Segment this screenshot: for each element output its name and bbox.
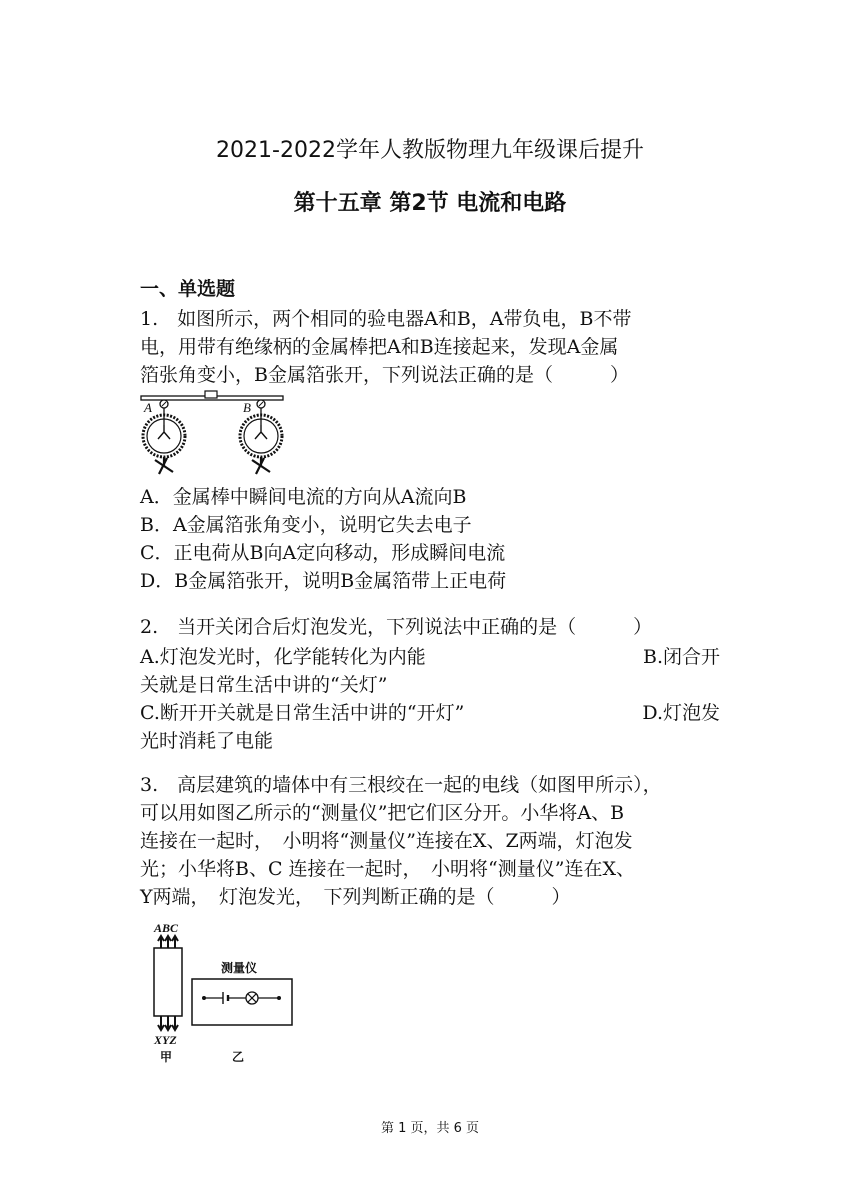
- q2-option-d-start: D.灯泡发: [642, 702, 720, 724]
- q2-option-b-end: 关就是日常生活中讲的“关灯”: [140, 674, 388, 696]
- label-b: B: [243, 400, 251, 415]
- wire-meter-figure: [148, 918, 300, 1070]
- q1-option-b: B．A金属箔张角变小，说明它失去电子: [140, 514, 472, 536]
- q1-option-d: D．B金属箔张开，说明B金属箔带上正电荷: [140, 570, 507, 592]
- meter-label: 测量仪: [221, 961, 258, 975]
- electroscope-figure: [137, 390, 287, 480]
- q2-option-d-end: 光时消耗了电能: [140, 730, 274, 752]
- q3-stem-line-4: 光；小华将B、C 连接在一起时， 小明将“测量仪”连在X、: [140, 858, 635, 880]
- caption-jia: 甲: [160, 1050, 173, 1064]
- q1-stem-line-2: 电，用带有绝缘柄的金属棒把A和B连接起来，发现A金属: [140, 336, 619, 358]
- caption-yi: 乙: [232, 1050, 245, 1064]
- q2-option-a: A.灯泡发光时，化学能转化为内能: [140, 646, 426, 668]
- q1-stem-line-1: 1. 如图所示，两个相同的验电器A和B，A带负电，B不带: [140, 308, 632, 330]
- chapter-subtitle: 第十五章 第2节 电流和电路: [293, 191, 567, 216]
- q3-stem-line-2: 可以用如图乙所示的“测量仪”把它们区分开。小华将A、B: [140, 802, 625, 824]
- q1-stem-line-3: 箔张角变小，B金属箔张开，下列说法正确的是（ ）: [140, 364, 629, 386]
- label-xyz: XYZ: [154, 1033, 177, 1047]
- label-a: A: [144, 400, 152, 415]
- q2-option-b-start: B.闭合开: [642, 646, 720, 668]
- label-abc: ABC: [154, 921, 179, 935]
- section-heading: 一、单选题: [140, 278, 236, 300]
- page-footer: 第 1 页，共 6 页: [380, 1121, 480, 1136]
- q1-option-c: C．正电荷从B向A定向移动，形成瞬间电流: [140, 542, 506, 564]
- q3-stem-line-3: 连接在一起时， 小明将“测量仪”连接在X、Z两端，灯泡发: [140, 830, 633, 852]
- q3-stem-line-1: 3. 高层建筑的墙体中有三根绞在一起的电线（如图甲所示），: [140, 774, 662, 796]
- q3-stem-line-5: Y两端， 灯泡发光， 下列判断正确的是（ ）: [140, 886, 571, 908]
- q2-option-c: C.断开开关就是日常生活中讲的“开灯”: [140, 702, 465, 724]
- document-title: 2021-2022学年人教版物理九年级课后提升: [216, 138, 644, 163]
- q2-stem: 2. 当开关闭合后灯泡发光，下列说法中正确的是（ ）: [140, 616, 653, 638]
- q1-option-a: A．金属棒中瞬间电流的方向从A流向B: [140, 486, 467, 508]
